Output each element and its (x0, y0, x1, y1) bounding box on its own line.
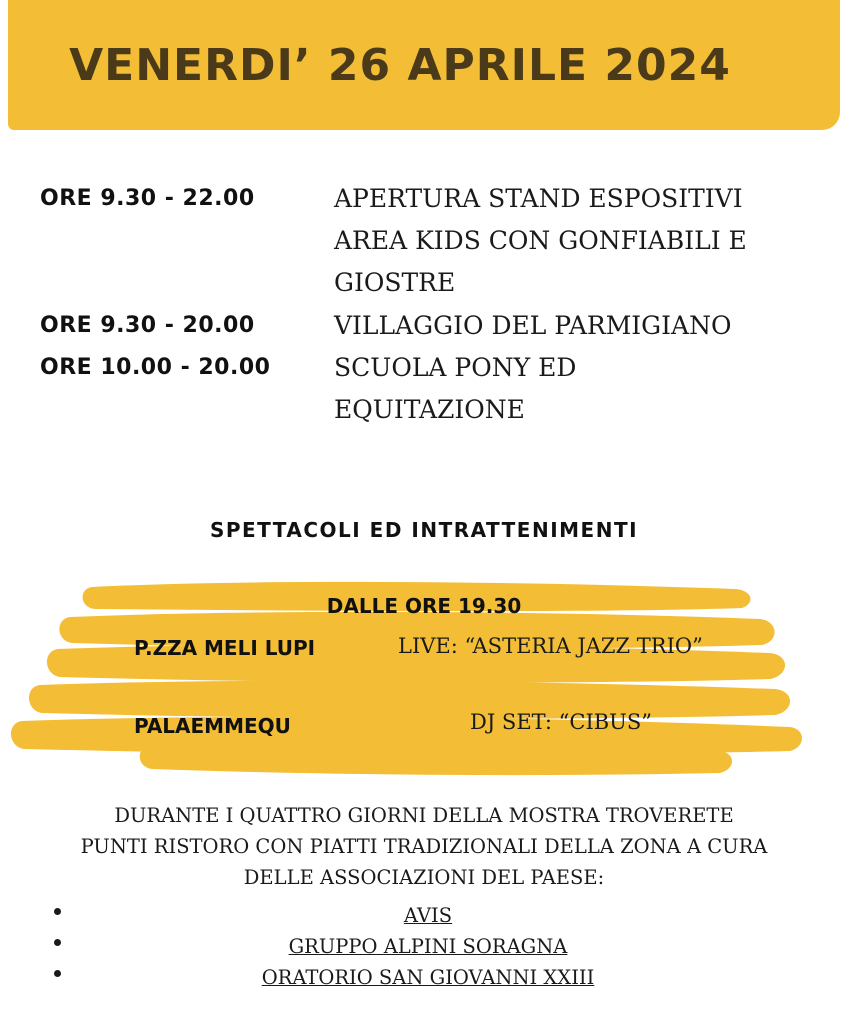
info-line: DELLE ASSOCIAZIONI DEL PAESE: (243, 866, 605, 889)
info-line: DURANTE I QUATTRO GIORNI DELLA MOSTRA TROVERETE (114, 804, 734, 827)
association-name: AVIS (403, 904, 453, 927)
event-time: DALLE ORE 19.30 (326, 594, 522, 618)
association-list (0, 900, 848, 993)
info-paragraph (0, 800, 848, 893)
activity-line: SCUOLA PONY ED (334, 353, 577, 382)
schedule-activity (334, 178, 814, 304)
event-place: P.ZZA MELI LUPI (134, 636, 316, 660)
association-name: ORATORIO SAN GIOVANNI XXIII (261, 966, 595, 989)
info-line: PUNTI RISTORO CON PIATTI TRADIZIONALI DELLA ZONA A CURA (80, 835, 768, 858)
list-item (0, 900, 848, 931)
event-show: DJ SET: “CIBUS” (470, 710, 653, 734)
schedule-activity (334, 347, 814, 431)
schedule-activity (334, 305, 814, 347)
event-place: PALAEMMEQU (134, 714, 291, 738)
activity-line: GIOSTRE (334, 268, 456, 297)
activity-line: APERTURA STAND ESPOSITIVI (334, 184, 743, 213)
list-item (0, 962, 848, 993)
schedule-time: ORE 9.30 - 20.00 (40, 313, 255, 338)
activity-line: EQUITAZIONE (334, 395, 525, 424)
association-name: GRUPPO ALPINI SORAGNA (288, 935, 568, 958)
section-title: SPETTACOLI ED INTRATTENIMENTI (209, 518, 639, 542)
event-show: LIVE: “ASTERIA JAZZ TRIO” (398, 634, 703, 658)
list-item (0, 931, 848, 962)
activity-line: AREA KIDS CON GONFIABILI E (334, 226, 747, 255)
schedule-time: ORE 9.30 - 22.00 (40, 186, 255, 211)
schedule-time: ORE 10.00 - 20.00 (40, 355, 271, 380)
activity-line: VILLAGGIO DEL PARMIGIANO (334, 311, 732, 340)
page-title: VENERDI’ 26 APRILE 2024 (69, 40, 731, 91)
